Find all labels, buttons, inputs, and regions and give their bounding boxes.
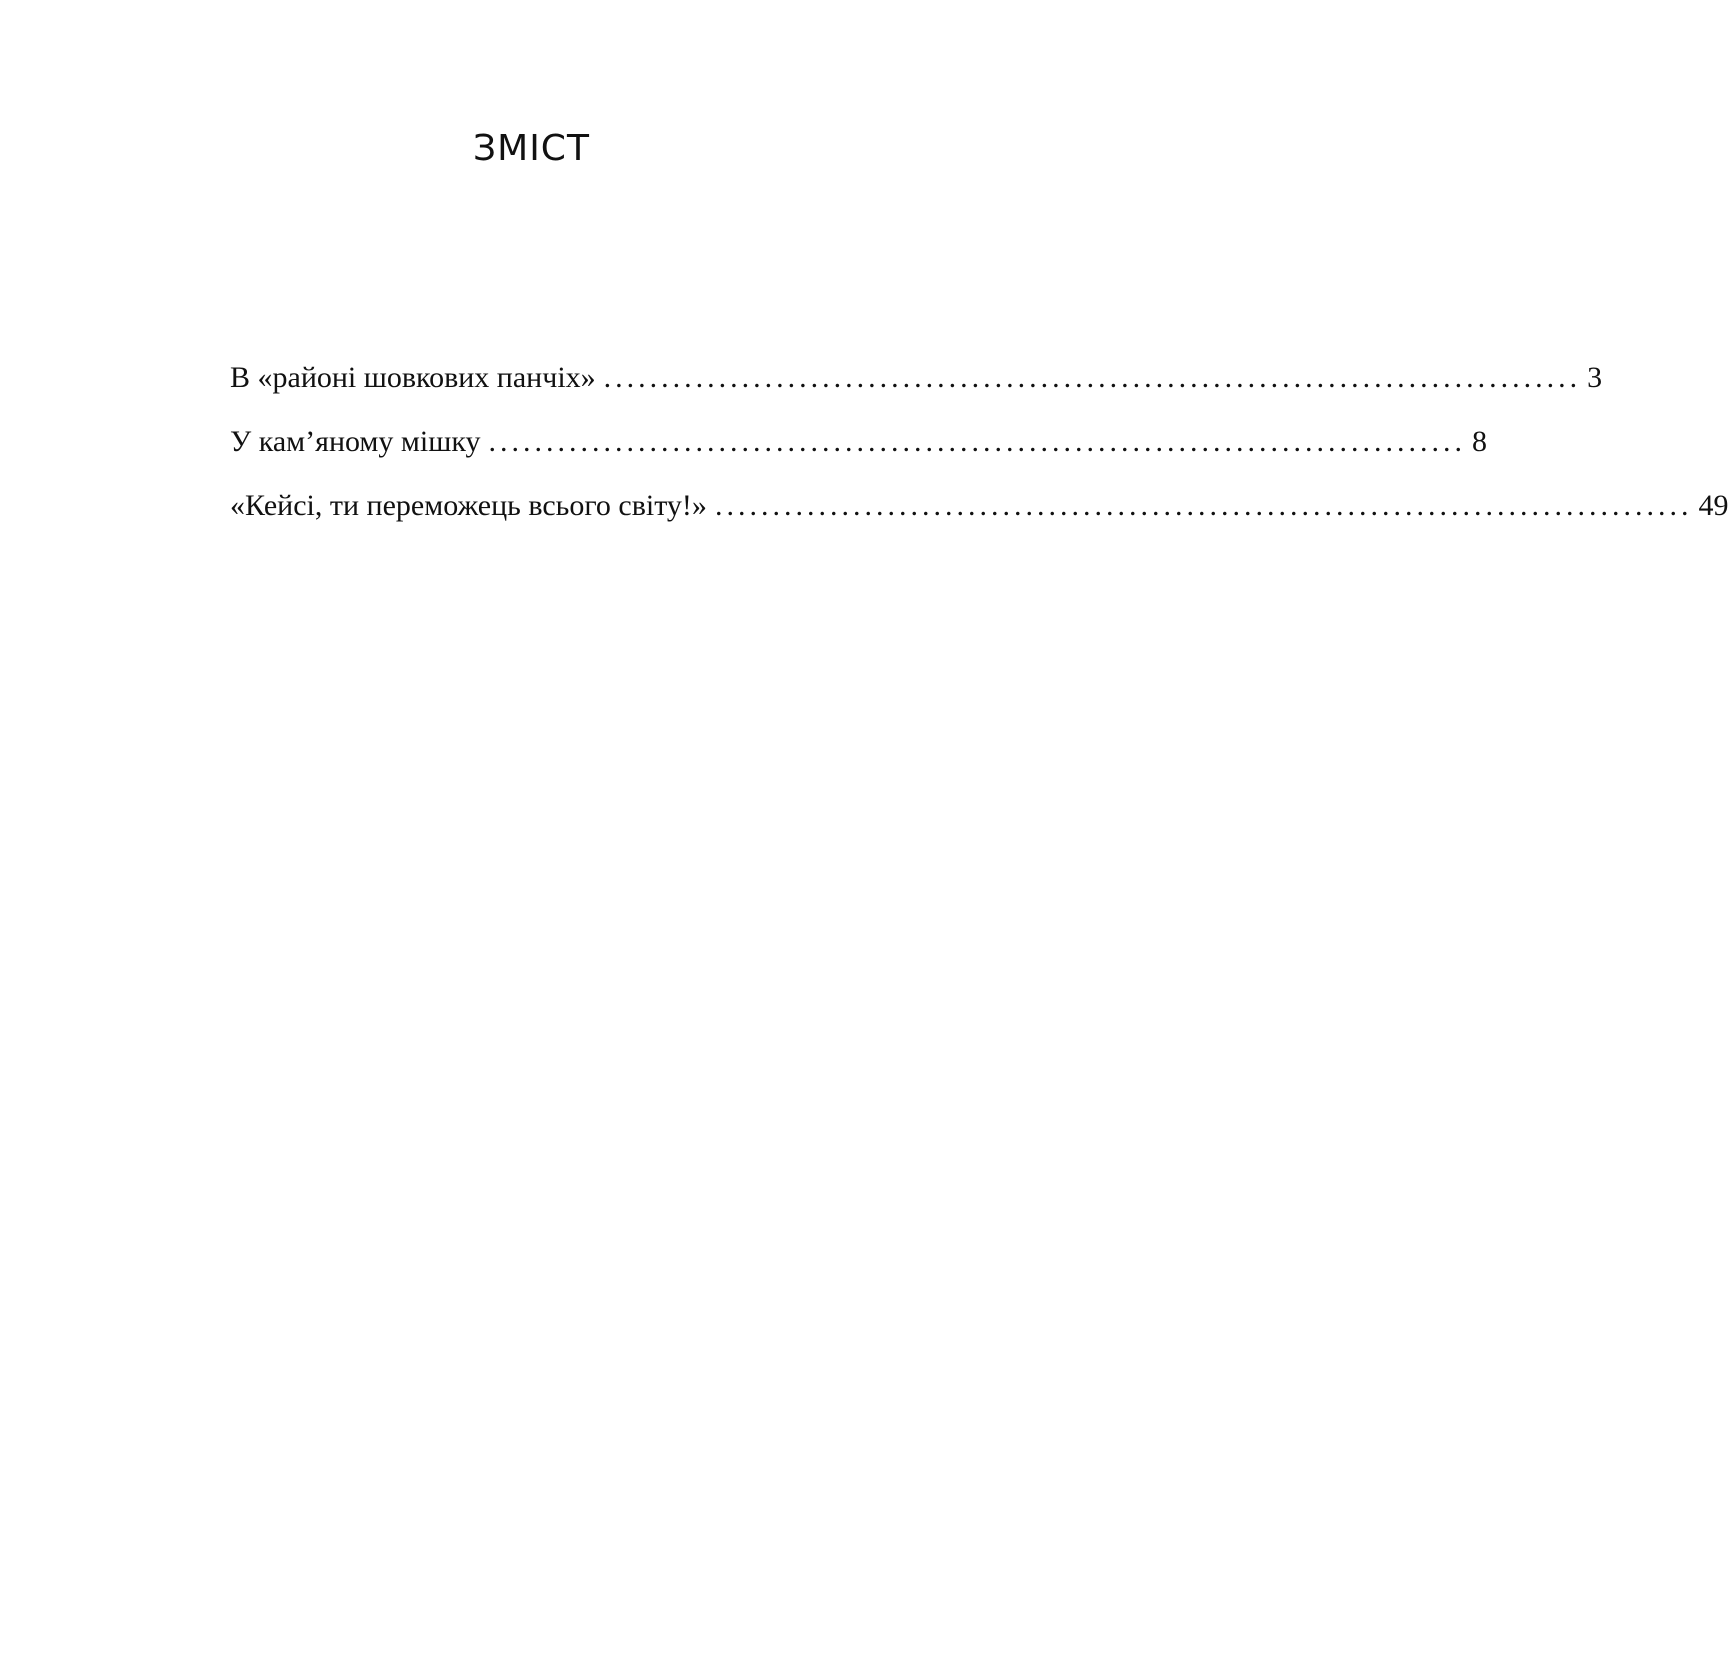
dot-leader: ..................................................................................... <box>714 489 1693 522</box>
page-title: ЗМІСТ <box>473 128 590 169</box>
dot-leader: ..................................................................................... <box>603 361 1582 394</box>
dot-leader: ..................................................................................... <box>488 425 1466 458</box>
toc-entry-title: В «районі шовкових панчіх» <box>230 361 596 394</box>
toc-entry-page-number: 8 <box>1472 425 1487 458</box>
toc-entry-title: У кам’яному мішку <box>230 425 481 458</box>
table-of-contents <box>230 358 1728 550</box>
toc-entry-page-number: 49 <box>1698 489 1728 522</box>
toc-entry <box>230 486 1728 550</box>
toc-entry <box>230 358 1603 422</box>
toc-entry <box>230 422 1487 486</box>
toc-entry-page-number: 3 <box>1587 361 1603 394</box>
toc-entry-title: «Кейсі, ти переможець всього світу!» <box>230 489 707 522</box>
